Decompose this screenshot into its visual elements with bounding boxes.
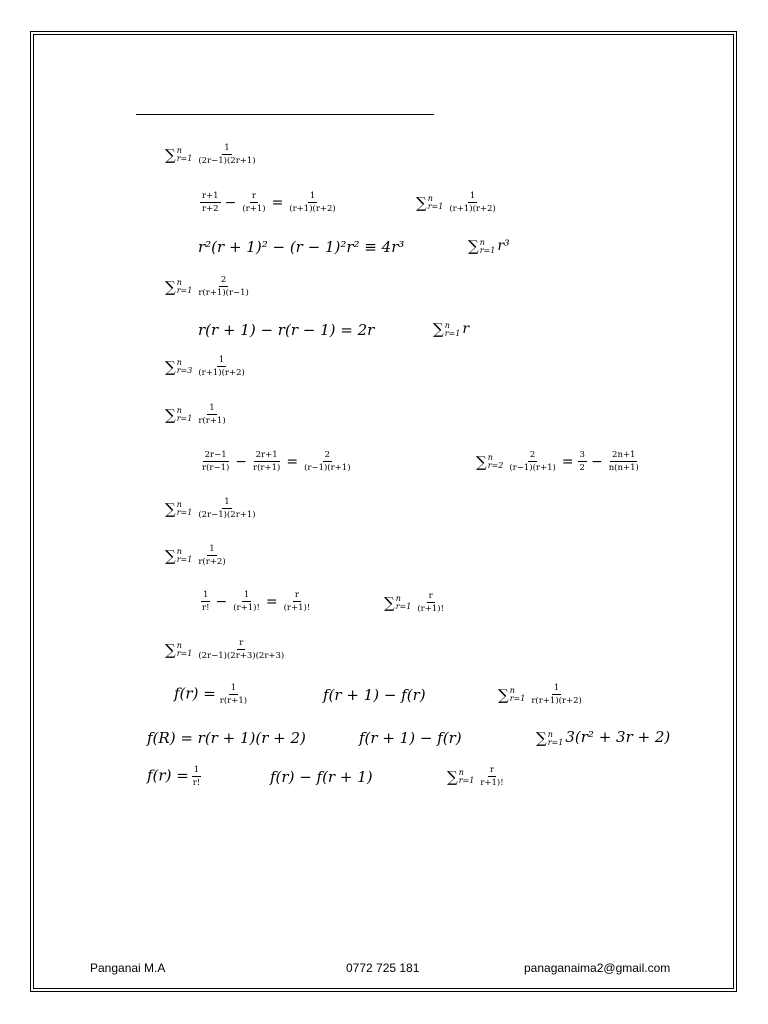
numerator: 2r+1 <box>255 450 278 460</box>
denominator: r(r+1) <box>219 696 248 706</box>
sum-lower-limit: r=1 <box>176 414 193 423</box>
equals-sign: = <box>265 593 278 610</box>
numerator: 1 <box>553 683 560 693</box>
sum-lower-limit: r=1 <box>395 602 412 611</box>
denominator: r(r+1) <box>198 416 226 426</box>
denominator: r+1)! <box>480 778 504 788</box>
function-lhs: f(r) = <box>174 684 216 703</box>
denominator: r+2 <box>202 204 219 214</box>
numerator: r <box>239 638 244 648</box>
denominator: r(r+2) <box>198 557 226 567</box>
sum-upper-limit: n <box>395 594 401 603</box>
sigma-symbol: ∑ <box>498 685 509 704</box>
sum-lower-limit: r=1 <box>427 202 444 211</box>
difference-expression-3: f(r) − f(r + 1) <box>270 768 373 786</box>
sigma-symbol: ∑ <box>165 640 176 659</box>
sum-lower-limit: r=1 <box>458 776 475 785</box>
sum-lower-limit: r=1 <box>444 328 461 338</box>
denominator: r(r+1)(r−1) <box>198 288 249 298</box>
denominator: (r+1)(r+2) <box>449 204 496 214</box>
equals-sign: = <box>271 194 284 211</box>
function-definition-3 <box>147 765 204 788</box>
denominator: (2r−1)(2r+3)(2r+3) <box>198 651 285 661</box>
sum-lower-limit: r=1 <box>479 245 496 255</box>
numerator: 1 <box>230 683 237 693</box>
sum-result-expression <box>476 450 643 473</box>
numerator: 1 <box>209 403 215 413</box>
sum-expression-9 <box>165 638 288 661</box>
sigma-symbol: ∑ <box>416 193 427 212</box>
sum-expression-10 <box>498 683 586 706</box>
factorial-identity <box>198 590 314 613</box>
sum-expression-12 <box>447 765 508 788</box>
footer-author-name: Panganai M.A <box>90 961 166 975</box>
numerator: 2 <box>529 450 536 460</box>
sum-expression-2 <box>416 191 500 214</box>
function-definition-1 <box>174 683 251 706</box>
numerator: 1 <box>218 355 225 365</box>
function-lhs: f(r) = <box>147 766 189 785</box>
footer-email: panaganaima2@gmail.com <box>524 961 671 975</box>
difference-expression-1: f(r + 1) − f(r) <box>323 686 426 704</box>
denominator: r(r+1)(r+2) <box>531 696 582 706</box>
numerator: 2n+1 <box>612 450 636 460</box>
footer-phone: 0772 725 181 <box>346 961 420 975</box>
numerator: 1 <box>224 143 230 153</box>
sum-lower-limit: r=1 <box>176 154 193 163</box>
sum-upper-limit: n <box>176 358 182 367</box>
sigma-symbol: ∑ <box>165 405 176 424</box>
numerator: 1 <box>469 191 476 201</box>
minus-sign: − <box>590 453 603 470</box>
sum-upper-limit: n <box>444 320 450 330</box>
equals-sign: = <box>286 453 299 470</box>
denominator: r! <box>192 778 201 788</box>
sum-of-cubes <box>468 237 510 255</box>
sum-lower-limit: r=3 <box>176 366 193 375</box>
denominator: 2 <box>579 463 585 473</box>
denominator: r(r−1) <box>202 463 230 473</box>
minus-sign: − <box>224 194 237 211</box>
numerator: r <box>428 591 433 601</box>
sigma-symbol: ∑ <box>165 499 176 518</box>
sigma-symbol: ∑ <box>165 357 176 376</box>
sum-upper-limit: n <box>176 500 182 509</box>
denominator: (r−1)(r+1) <box>304 463 351 473</box>
numerator: r <box>489 765 495 775</box>
sum-lower-limit: r=1 <box>176 508 193 517</box>
title-underline <box>136 114 434 115</box>
numerator: 2r−1 <box>204 450 227 460</box>
sum-of-r <box>433 320 469 338</box>
denominator: (r+1)! <box>233 603 260 613</box>
sum-expression-3 <box>165 275 253 298</box>
numerator: 2 <box>220 275 227 285</box>
numerator: 1 <box>203 590 209 600</box>
sum-expression-6 <box>165 497 260 520</box>
sum-expression-5 <box>165 403 230 426</box>
sum-upper-limit: n <box>176 547 182 556</box>
sum-lower-limit: r=1 <box>176 286 193 295</box>
function-definition-2: f(R) = r(r + 1)(r + 2) <box>147 729 306 747</box>
sum-lower-limit: r=1 <box>509 694 526 703</box>
denominator: (r+1)(r+2) <box>198 368 245 378</box>
partial-fraction-identity-2 <box>198 450 355 473</box>
sigma-symbol: ∑ <box>447 767 458 786</box>
sum-upper-limit: n <box>509 686 515 695</box>
denominator: (r+1)! <box>417 604 444 614</box>
numerator: 1 <box>224 497 230 507</box>
denominator: (r+1)! <box>283 603 311 613</box>
summand: 3(r² + 3r + 2) <box>565 728 671 746</box>
sum-expression-11 <box>536 728 670 747</box>
numerator: 1 <box>209 544 215 554</box>
sum-upper-limit: n <box>176 278 182 287</box>
numerator: 1 <box>243 590 250 600</box>
denominator: (r+1) <box>242 204 266 214</box>
summand: r <box>462 321 470 337</box>
denominator: n(n+1) <box>608 463 639 473</box>
numerator: 1 <box>309 191 316 201</box>
sum-lower-limit: r=1 <box>176 555 193 564</box>
denominator: r! <box>202 603 210 613</box>
sigma-symbol: ∑ <box>476 452 487 471</box>
sigma-symbol: ∑ <box>433 320 444 338</box>
cube-identity: r²(r + 1)² − (r − 1)²r² ≡ 4r³ <box>198 238 405 256</box>
sigma-symbol: ∑ <box>165 145 176 164</box>
sum-upper-limit: n <box>176 641 182 650</box>
sum-expression-8 <box>384 591 448 614</box>
sum-expression-1 <box>165 143 260 166</box>
sum-upper-limit: n <box>487 453 493 462</box>
numerator: r+1 <box>202 191 219 201</box>
numerator: 2 <box>324 450 330 460</box>
equals-sign: = <box>561 453 574 470</box>
minus-sign: − <box>235 453 248 470</box>
sum-lower-limit: r=1 <box>547 737 564 747</box>
denominator: r(r+1) <box>253 463 281 473</box>
sum-lower-limit: r=2 <box>487 461 504 470</box>
sum-upper-limit: n <box>479 237 485 247</box>
sum-upper-limit: n <box>427 194 433 203</box>
numerator: 1 <box>193 765 200 775</box>
sum-lower-limit: r=1 <box>176 649 193 658</box>
denominator: (r−1)(r+1) <box>509 463 556 473</box>
denominator: (r+1)(r+2) <box>289 204 336 214</box>
sigma-symbol: ∑ <box>384 593 395 612</box>
page-border-inner <box>33 34 734 989</box>
sum-expression-4 <box>165 355 249 378</box>
numerator: 3 <box>579 450 585 460</box>
numerator: r <box>294 590 299 600</box>
summand: r³ <box>497 238 510 254</box>
sigma-symbol: ∑ <box>165 277 176 296</box>
sum-upper-limit: n <box>458 768 464 777</box>
sum-expression-7 <box>165 544 230 567</box>
sigma-symbol: ∑ <box>165 546 176 565</box>
denominator: (2r−1)(2r+1) <box>198 510 256 520</box>
difference-expression-2: f(r + 1) − f(r) <box>359 729 462 747</box>
sum-upper-limit: n <box>547 729 553 739</box>
numerator: r <box>251 191 256 201</box>
sigma-symbol: ∑ <box>536 729 547 747</box>
linear-identity: r(r + 1) − r(r − 1) = 2r <box>198 321 375 339</box>
sum-upper-limit: n <box>176 406 182 415</box>
minus-sign: − <box>215 593 228 610</box>
sigma-symbol: ∑ <box>468 237 479 255</box>
sum-upper-limit: n <box>176 146 182 155</box>
denominator: (2r−1)(2r+1) <box>198 156 256 166</box>
partial-fraction-identity-1 <box>198 191 340 214</box>
